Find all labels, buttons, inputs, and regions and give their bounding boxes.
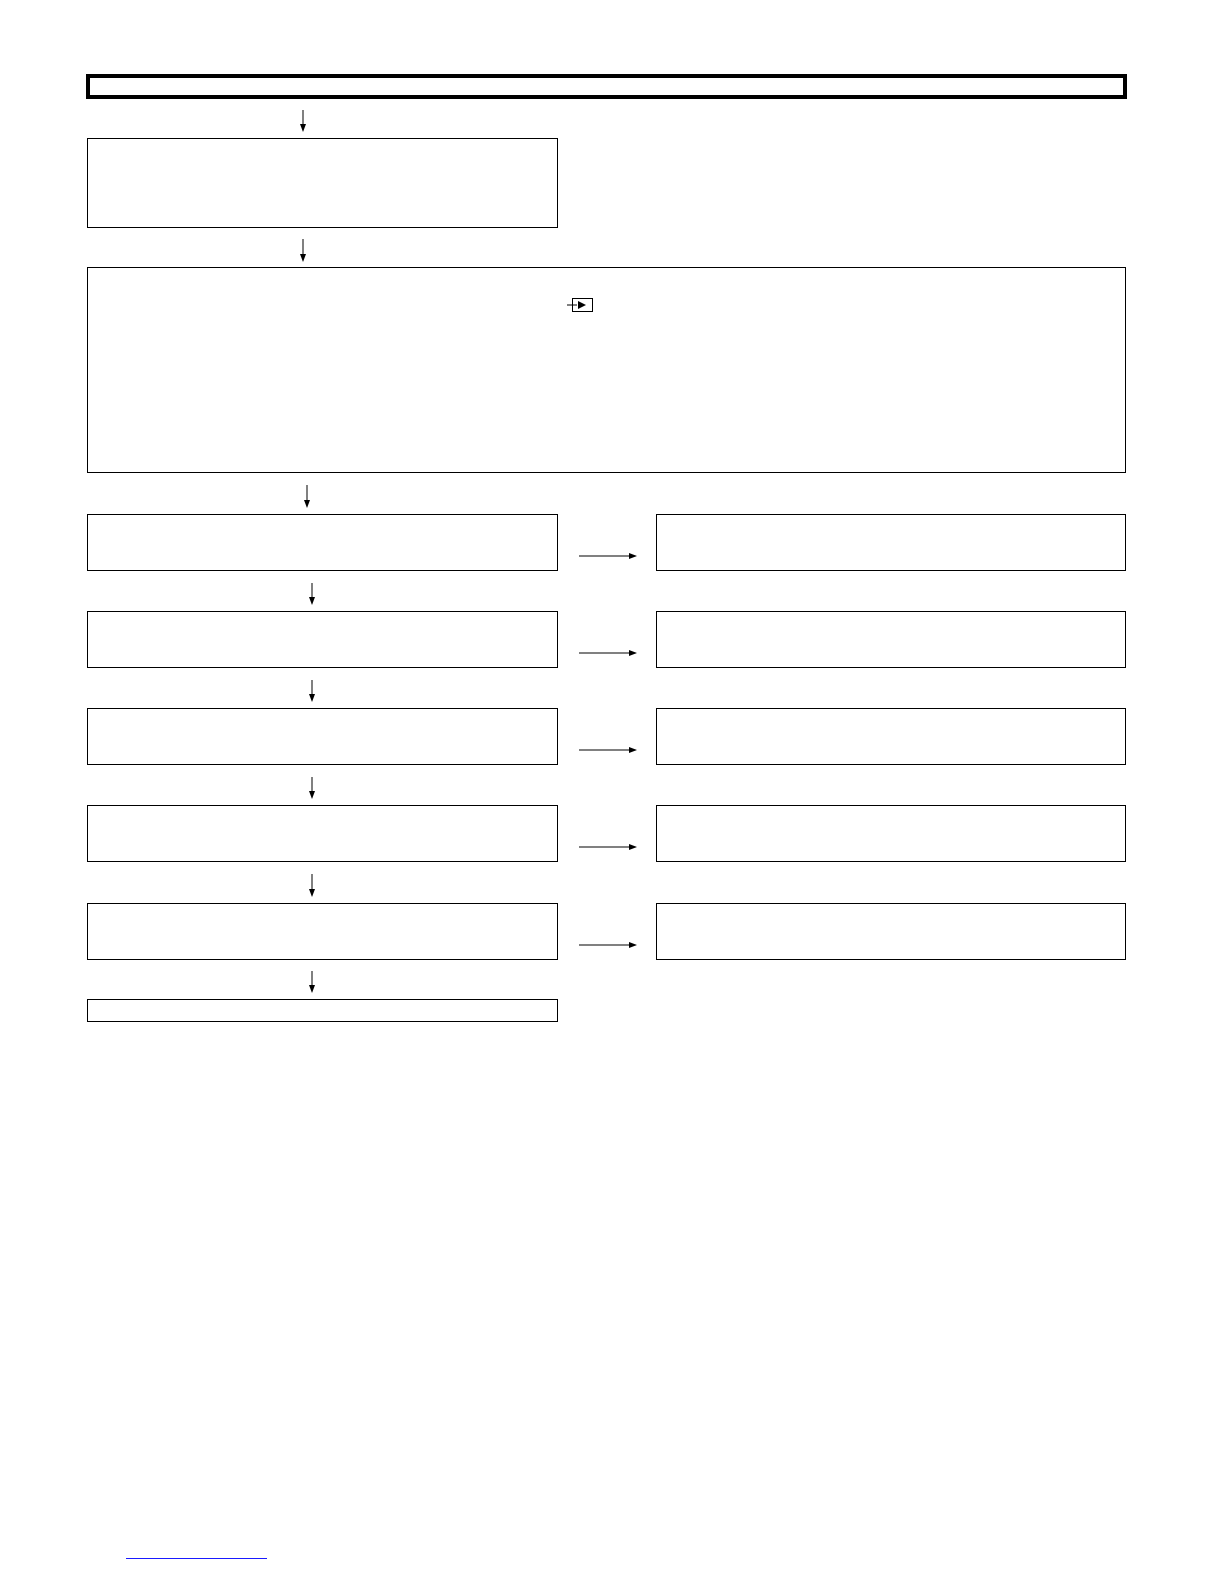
check-box-5 xyxy=(87,903,558,960)
flow-step-1 xyxy=(87,138,558,228)
result-box-1 xyxy=(656,514,1126,571)
footer-link[interactable] xyxy=(126,1558,267,1560)
check-box-3 xyxy=(87,708,558,765)
flowchart-title-bar xyxy=(86,74,1127,99)
result-box-5 xyxy=(656,903,1126,960)
flow-step-2 xyxy=(87,267,1126,473)
result-box-2 xyxy=(656,611,1126,668)
result-box-4 xyxy=(656,805,1126,862)
check-box-4 xyxy=(87,805,558,862)
flow-end-box xyxy=(87,999,558,1022)
check-box-1 xyxy=(87,514,558,571)
arrow-into-box-icon xyxy=(567,297,595,313)
check-box-2 xyxy=(87,611,558,668)
result-box-3 xyxy=(656,708,1126,765)
